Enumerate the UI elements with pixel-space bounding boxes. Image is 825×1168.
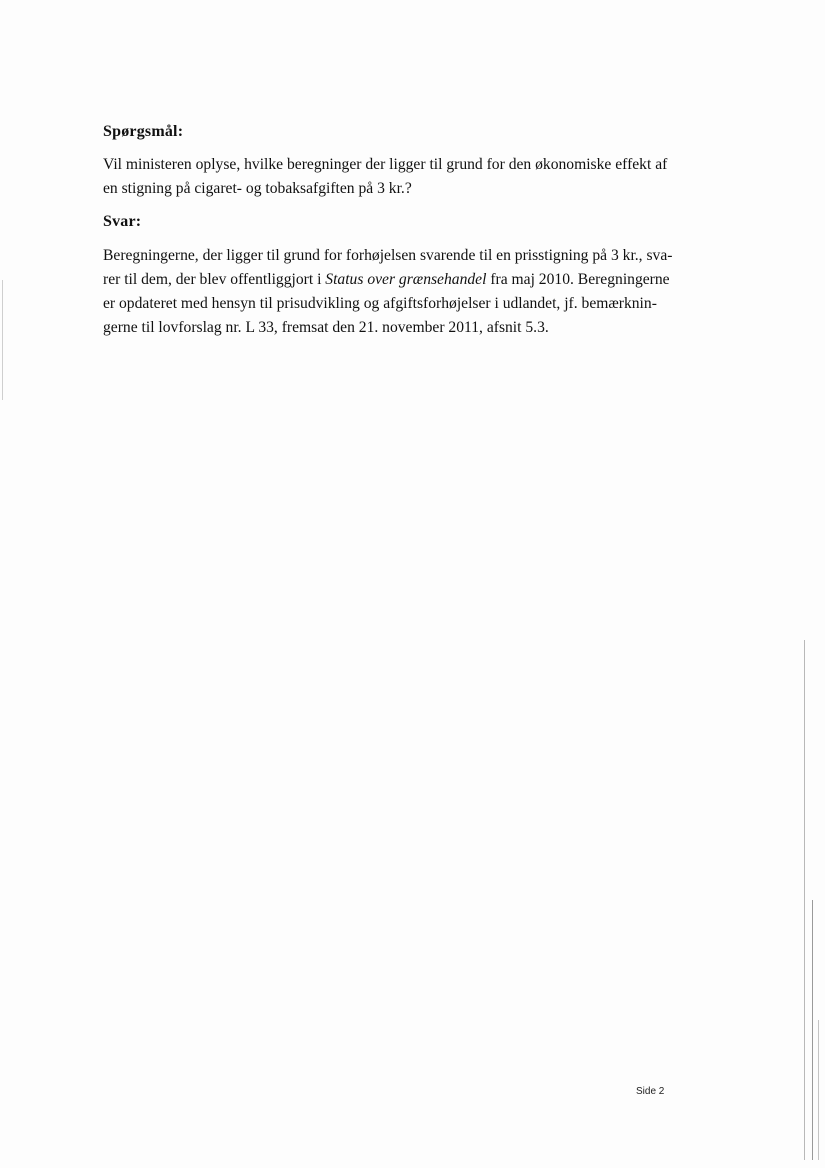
question-text (103, 153, 678, 201)
document-body (103, 118, 678, 340)
answer-heading: Svar: (103, 213, 142, 230)
answer-line-text: fra maj 2010. Beregningerne (486, 271, 670, 288)
question-line: Vil ministeren oplyse, hvilke beregninger der ligger til grund for den økonomiske effekt af (103, 156, 668, 173)
report-title: Status over grænsehandel (325, 271, 487, 288)
page-number: Side 2 (636, 1086, 665, 1097)
answer-line: gerne til lovforslag nr. L 33, fremsat den 21. november 2011, afsnit 5.3. (103, 319, 549, 336)
answer-line: Beregningerne, der ligger til grund for forhøjelsen svarende til en prisstigning på 3 kr., sva- (103, 247, 673, 264)
answer-line (103, 268, 678, 292)
scan-edge-right (812, 900, 813, 1160)
scan-edge-right (804, 640, 805, 1160)
answer-line-text: rer til dem, der blev offentliggjort i (103, 271, 326, 288)
scan-edge-right (818, 1020, 819, 1160)
answer-text (103, 244, 678, 340)
answer-line: er opdateret med hensyn til prisudvikling og afgiftsforhøjelser i udlandet, jf. bemærknin- (103, 295, 657, 312)
question-heading: Spørgsmål: (103, 123, 184, 140)
scan-edge-left (2, 280, 3, 400)
question-line: en stigning på cigaret- og tobaksafgiften på 3 kr.? (103, 180, 412, 197)
